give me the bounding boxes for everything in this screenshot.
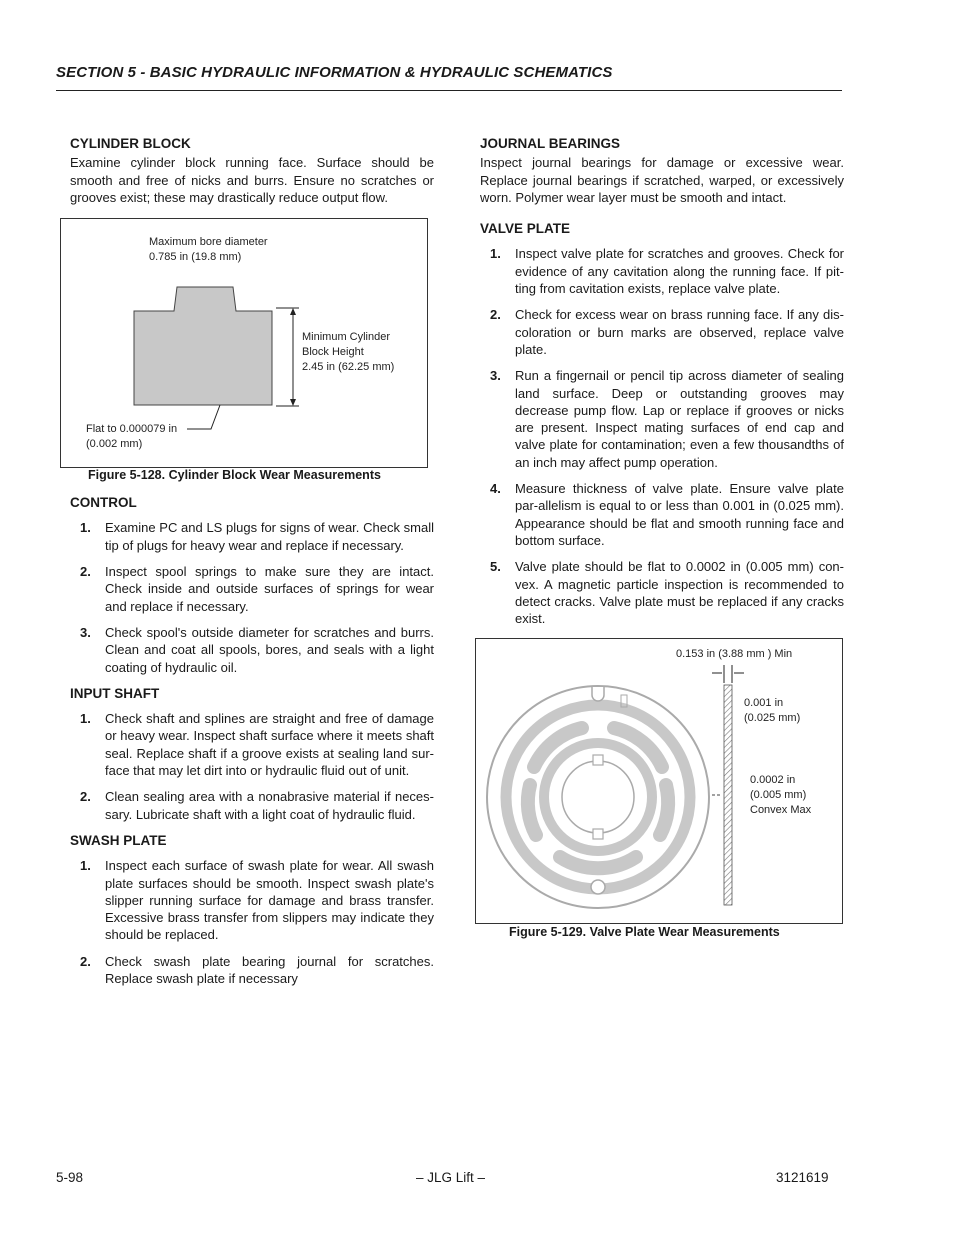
figure-128-caption: Figure 5-128. Cylinder Block Wear Measurements <box>88 468 381 482</box>
step-text: Valve plate should be flat to 0.0002 in (0.005 mm) con-vex. A magnetic particle inspection is recommended to detect cracks. Valve plate must be replaced if any cracks exist. <box>515 559 844 627</box>
locating-hole <box>591 880 605 894</box>
list-item <box>70 624 434 676</box>
journal-bearings-heading: JOURNAL BEARINGS <box>480 136 621 151</box>
step-text: Check swash plate bearing journal for scratches. Replace swash plate if necessary <box>105 953 434 987</box>
cylinder-block-body: Examine cylinder block running face. Surface should be smooth and free of nicks and burrs. Ensure no scratches or grooves exist; these may drastically reduce output flow. <box>70 155 434 205</box>
section-title: SECTION 5 - BASIC HYDRAULIC INFORMATION & HYDRAULIC SCHEMATICS <box>56 64 613 81</box>
flatness-leader <box>187 405 220 429</box>
step-text: Inspect each surface of swash plate for wear. All swash plate surfaces should be smooth. Inspect swash plate's slipper running surface for damage and brass transfer. Excessive brass transfer from slippers may indicate they should be replaced. <box>105 858 434 943</box>
step-number: 2. <box>80 564 91 580</box>
step-text: Check spool's outside diameter for scratches and burrs. Clean and coat all spools, bores, and seals with a light coating of hydraulic oil. <box>105 624 434 675</box>
label-line: Flat to 0.000079 in <box>86 423 178 435</box>
parallelism-label <box>744 696 800 726</box>
valve-plate-list <box>480 245 844 627</box>
journal-bearings-body: Inspect journal bearings for damage or excessive wear. Replace journal bearings if scratched, warped, or excessively worn. Polymer wear layer must be smooth and intact. <box>480 155 844 205</box>
swash-plate-section <box>70 832 434 987</box>
document-number: 3121619 <box>776 1170 829 1185</box>
control-section <box>70 494 434 676</box>
kidney-port <box>660 785 668 835</box>
step-number: 2. <box>80 953 91 969</box>
step-number: 4. <box>490 481 501 497</box>
step-text: Check shaft and splines are straight and free of damage or heavy wear. Inspect shaft surface where it meets shaft seal. Replace shaft if a groove exists at sealing land sur-face that may let dirt into or hydraulic fluid out of unit. <box>105 711 434 779</box>
list-item <box>480 480 844 549</box>
step-text: Inspect valve plate for scratches and grooves. Check for evidence of any cavitation along the running face. If pit-ting from cavitation exists, replace valve plate. <box>515 246 844 297</box>
flatness-label <box>86 422 177 452</box>
input-shaft-heading: INPUT SHAFT <box>70 685 160 701</box>
list-item <box>70 857 434 943</box>
control-heading: CONTROL <box>70 495 137 511</box>
right-column <box>480 135 844 636</box>
header-divider <box>56 90 842 91</box>
valve-plate-heading: VALVE PLATE <box>480 221 571 237</box>
min-thickness-label: 0.153 in (3.88 mm ) Min <box>676 648 793 660</box>
convexity-label <box>750 773 811 818</box>
kidney-port <box>528 785 536 835</box>
list-item <box>480 245 844 297</box>
list-item <box>70 710 434 779</box>
step-number: 3. <box>490 368 501 384</box>
label-line: 0.001 in <box>744 697 784 709</box>
step-text: Check for excess wear on brass running face. If any dis-coloration or burn marks are observed, replace valve plate. <box>515 307 844 357</box>
step-text: Inspect spool springs to make sure they are intact. Check inside and outside surfaces of springs for wear and replace if necessary. <box>105 564 434 614</box>
label-line: (0.002 mm) <box>86 438 143 450</box>
label-line: Block Height <box>302 346 364 358</box>
cylinder-block-shape <box>134 287 272 405</box>
min-height-label <box>302 330 394 375</box>
list-item <box>70 788 434 823</box>
list-item <box>70 953 434 988</box>
step-number: 5. <box>490 559 501 575</box>
label-line: (0.025 mm) <box>744 712 801 724</box>
swash-plate-heading: SWASH PLATE <box>70 832 167 848</box>
spacer <box>480 206 844 220</box>
arrow-down <box>290 399 296 406</box>
page-header <box>56 64 842 81</box>
arrow-up <box>290 308 296 315</box>
step-number: 1. <box>80 711 91 727</box>
list-item <box>70 519 434 554</box>
journal-bearings-section <box>480 135 844 206</box>
page-number: 5-98 <box>56 1170 84 1185</box>
list-item <box>480 306 844 358</box>
max-bore-label <box>149 235 268 265</box>
step-number: 1. <box>80 520 91 536</box>
step-number: 2. <box>490 307 501 323</box>
bore-key-bottom <box>593 829 603 839</box>
list-item <box>480 367 844 471</box>
locating-notch <box>592 687 604 701</box>
list-item <box>480 558 844 627</box>
control-list <box>70 519 434 675</box>
cylinder-block-heading: CYLINDER BLOCK <box>70 136 191 151</box>
step-text: Clean sealing area with a nonabrasive material if neces-sary. Lubricate shaft with a light coat of hydraulic fluid. <box>105 789 434 822</box>
step-text: Measure thickness of valve plate. Ensure valve plate par-allelism is equal to or less than 0.001 in (0.025 mm). Appearance should be flat and smooth running face and bottom surface. <box>515 481 844 548</box>
step-number: 2. <box>80 789 91 805</box>
list-item <box>70 563 434 615</box>
swash-plate-list <box>70 857 434 987</box>
step-text: Examine PC and LS plugs for signs of wear. Check small tip of plugs for heavy wear and replace if necessary. <box>105 520 434 553</box>
center-bore <box>562 761 634 833</box>
figure-128-box <box>60 218 428 468</box>
label-line: (0.005 mm) <box>750 789 807 801</box>
label-line: 0.785 in (19.8 mm) <box>149 251 242 263</box>
label-line: Minimum Cylinder <box>302 331 391 343</box>
input-shaft-list <box>70 710 434 823</box>
step-number: 3. <box>80 624 91 640</box>
step-number: 1. <box>490 246 501 262</box>
valve-plate-section <box>480 220 844 627</box>
label-line: Convex Max <box>750 804 812 816</box>
figure-129-box <box>475 638 843 924</box>
label-line: Maximum bore diameter <box>149 236 268 248</box>
plate-edge-section <box>724 685 732 905</box>
step-number: 1. <box>80 858 91 874</box>
step-text: Run a fingernail or pencil tip across diameter of sealing land surface. Deep or outstanding grooves may decrease pump flow. Lap or replace if grooves or nicks are present. Inspect mating surfaces of end cap and valve plate for contamination; even a few thousandths of an inch may affect pump operation. <box>515 368 844 470</box>
label-line: 0.0002 in <box>750 774 796 786</box>
bore-key-top <box>593 755 603 765</box>
label-line: 2.45 in (62.25 mm) <box>302 361 395 373</box>
input-shaft-section <box>70 685 434 823</box>
footer-center: – JLG Lift – <box>416 1170 486 1185</box>
figure-129-caption: Figure 5-129. Valve Plate Wear Measurements <box>509 925 780 939</box>
cylinder-block-section <box>70 135 434 206</box>
